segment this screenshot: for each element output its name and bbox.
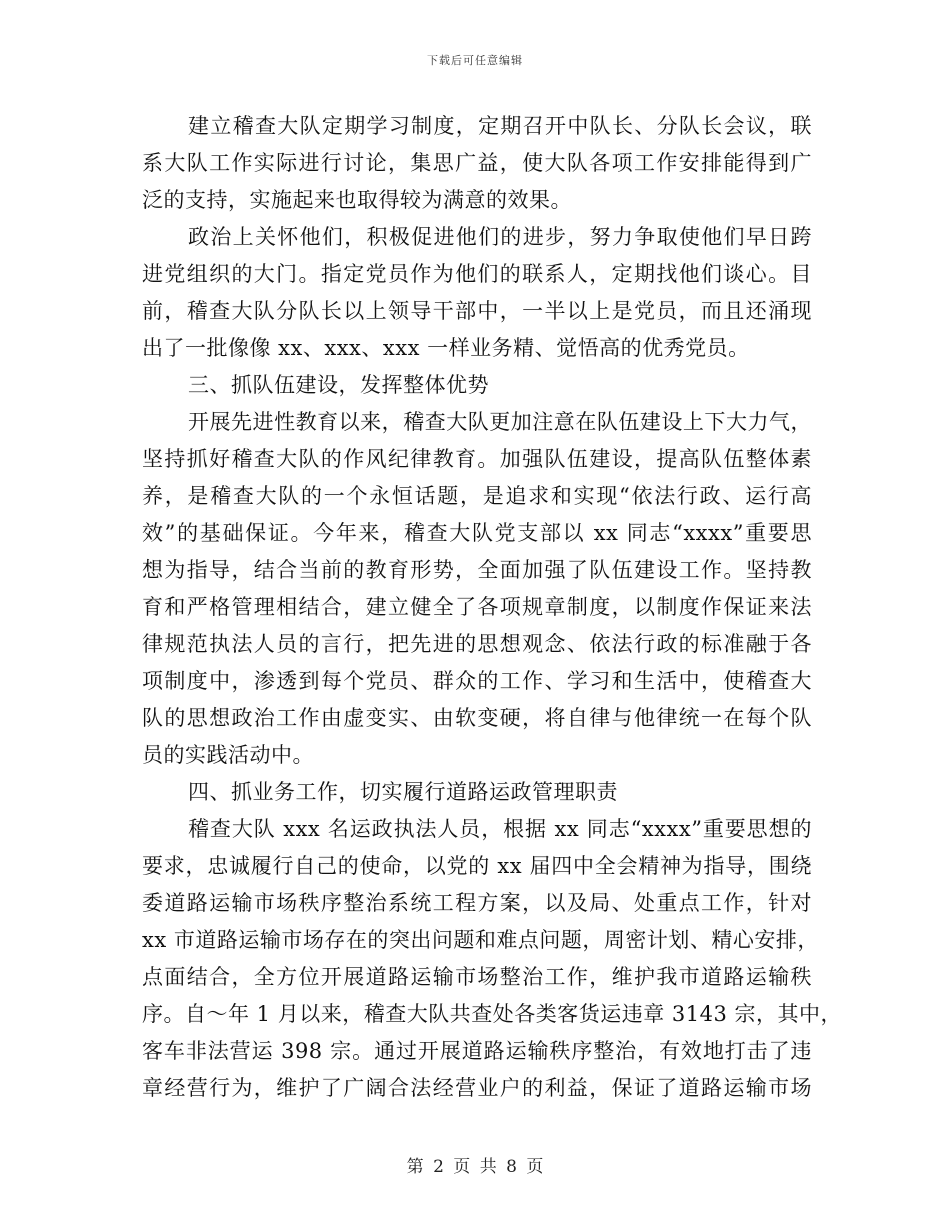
text-line: 前，稽查大队分队长以上领导干部中，一半以上是党员，而且还涌现 <box>142 299 812 323</box>
text-line: 客车非法营运 398 宗。通过开展道路运输秩序整治，有效地打击了违 <box>142 1039 812 1063</box>
text-line: 出了一批像像 xx、xxx、xxx 一样业务精、觉悟高的优秀党员。 <box>142 336 750 360</box>
text-line: 章经营行为，维护了广阔合法经营业户的利益，保证了道路运输市场 <box>142 1076 812 1100</box>
text-line: 政治上关怀他们，积极促进他们的进步，努力争取使他们早日跨 <box>188 225 812 249</box>
text-line: 坚持抓好稽查大队的作风纪律教育。加强队伍建设，提高队伍整体素 <box>142 447 812 471</box>
page-header: 下载后可任意编辑 <box>427 54 523 67</box>
text-line: 开展先进性教育以来，稽查大队更加注意在队伍建设上下大力气， <box>188 410 812 434</box>
text-line: 想为指导，结合当前的教育形势，全面加强了队伍建设工作。坚持教 <box>142 558 812 582</box>
text-line: 三、抓队伍建设，发挥整体优势 <box>188 373 489 397</box>
text-line: 序。自～年 1 月以来，稽查大队共查处各类客货运违章 3143 宗，其中， <box>142 1002 843 1026</box>
body-text <box>142 108 843 1107</box>
text-line: 项制度中，渗透到每个党员、群众的工作、学习和生活中，使稽查大 <box>142 669 812 693</box>
text-line: 泛的支持，实施起来也取得较为满意的效果。 <box>142 188 572 212</box>
text-line: 育和严格管理相结合，建立健全了各项规章制度，以制度作保证来法 <box>142 595 812 619</box>
text-line: 效”的基础保证。今年来，稽查大队党支部以 xx 同志“xxxx”重要思 <box>142 521 812 545</box>
text-line: 稽查大队 xxx 名运政执法人员，根据 xx 同志“xxxx”重要思想的 <box>188 817 812 841</box>
text-line: 点面结合，全方位开展道路运输市场整治工作，维护我市道路运输秩 <box>142 965 812 989</box>
text-line: 律规范执法人员的言行，把先进的思想观念、依法行政的标准融于各 <box>142 632 812 656</box>
text-line: xx 市道路运输市场存在的突出问题和难点问题，周密计划、精心安排， <box>142 928 819 952</box>
text-line: 要求，忠诚履行自己的使命，以党的 xx 届四中全会精神为指导，围绕 <box>142 854 812 878</box>
text-line: 委道路运输市场秩序整治系统工程方案，以及局、处重点工作，针对 <box>142 891 812 915</box>
page-footer: 第 2 页 共 8 页 <box>406 1157 544 1177</box>
text-line: 队的思想政治工作由虚变实、由软变硬，将自律与他律统一在每个队 <box>142 706 812 730</box>
text-line: 养，是稽查大队的一个永恒话题，是追求和实现“依法行政、运行高 <box>142 484 812 508</box>
text-line: 建立稽查大队定期学习制度，定期召开中队长、分队长会议，联 <box>188 114 812 138</box>
text-line: 四、抓业务工作，切实履行道路运政管理职责 <box>188 780 618 804</box>
text-line: 员的实践活动中。 <box>142 743 314 767</box>
text-line: 系大队工作实际进行讨论，集思广益，使大队各项工作安排能得到广 <box>142 151 812 175</box>
text-line: 进党组织的大门。指定党员作为他们的联系人，定期找他们谈心。目 <box>142 262 812 286</box>
